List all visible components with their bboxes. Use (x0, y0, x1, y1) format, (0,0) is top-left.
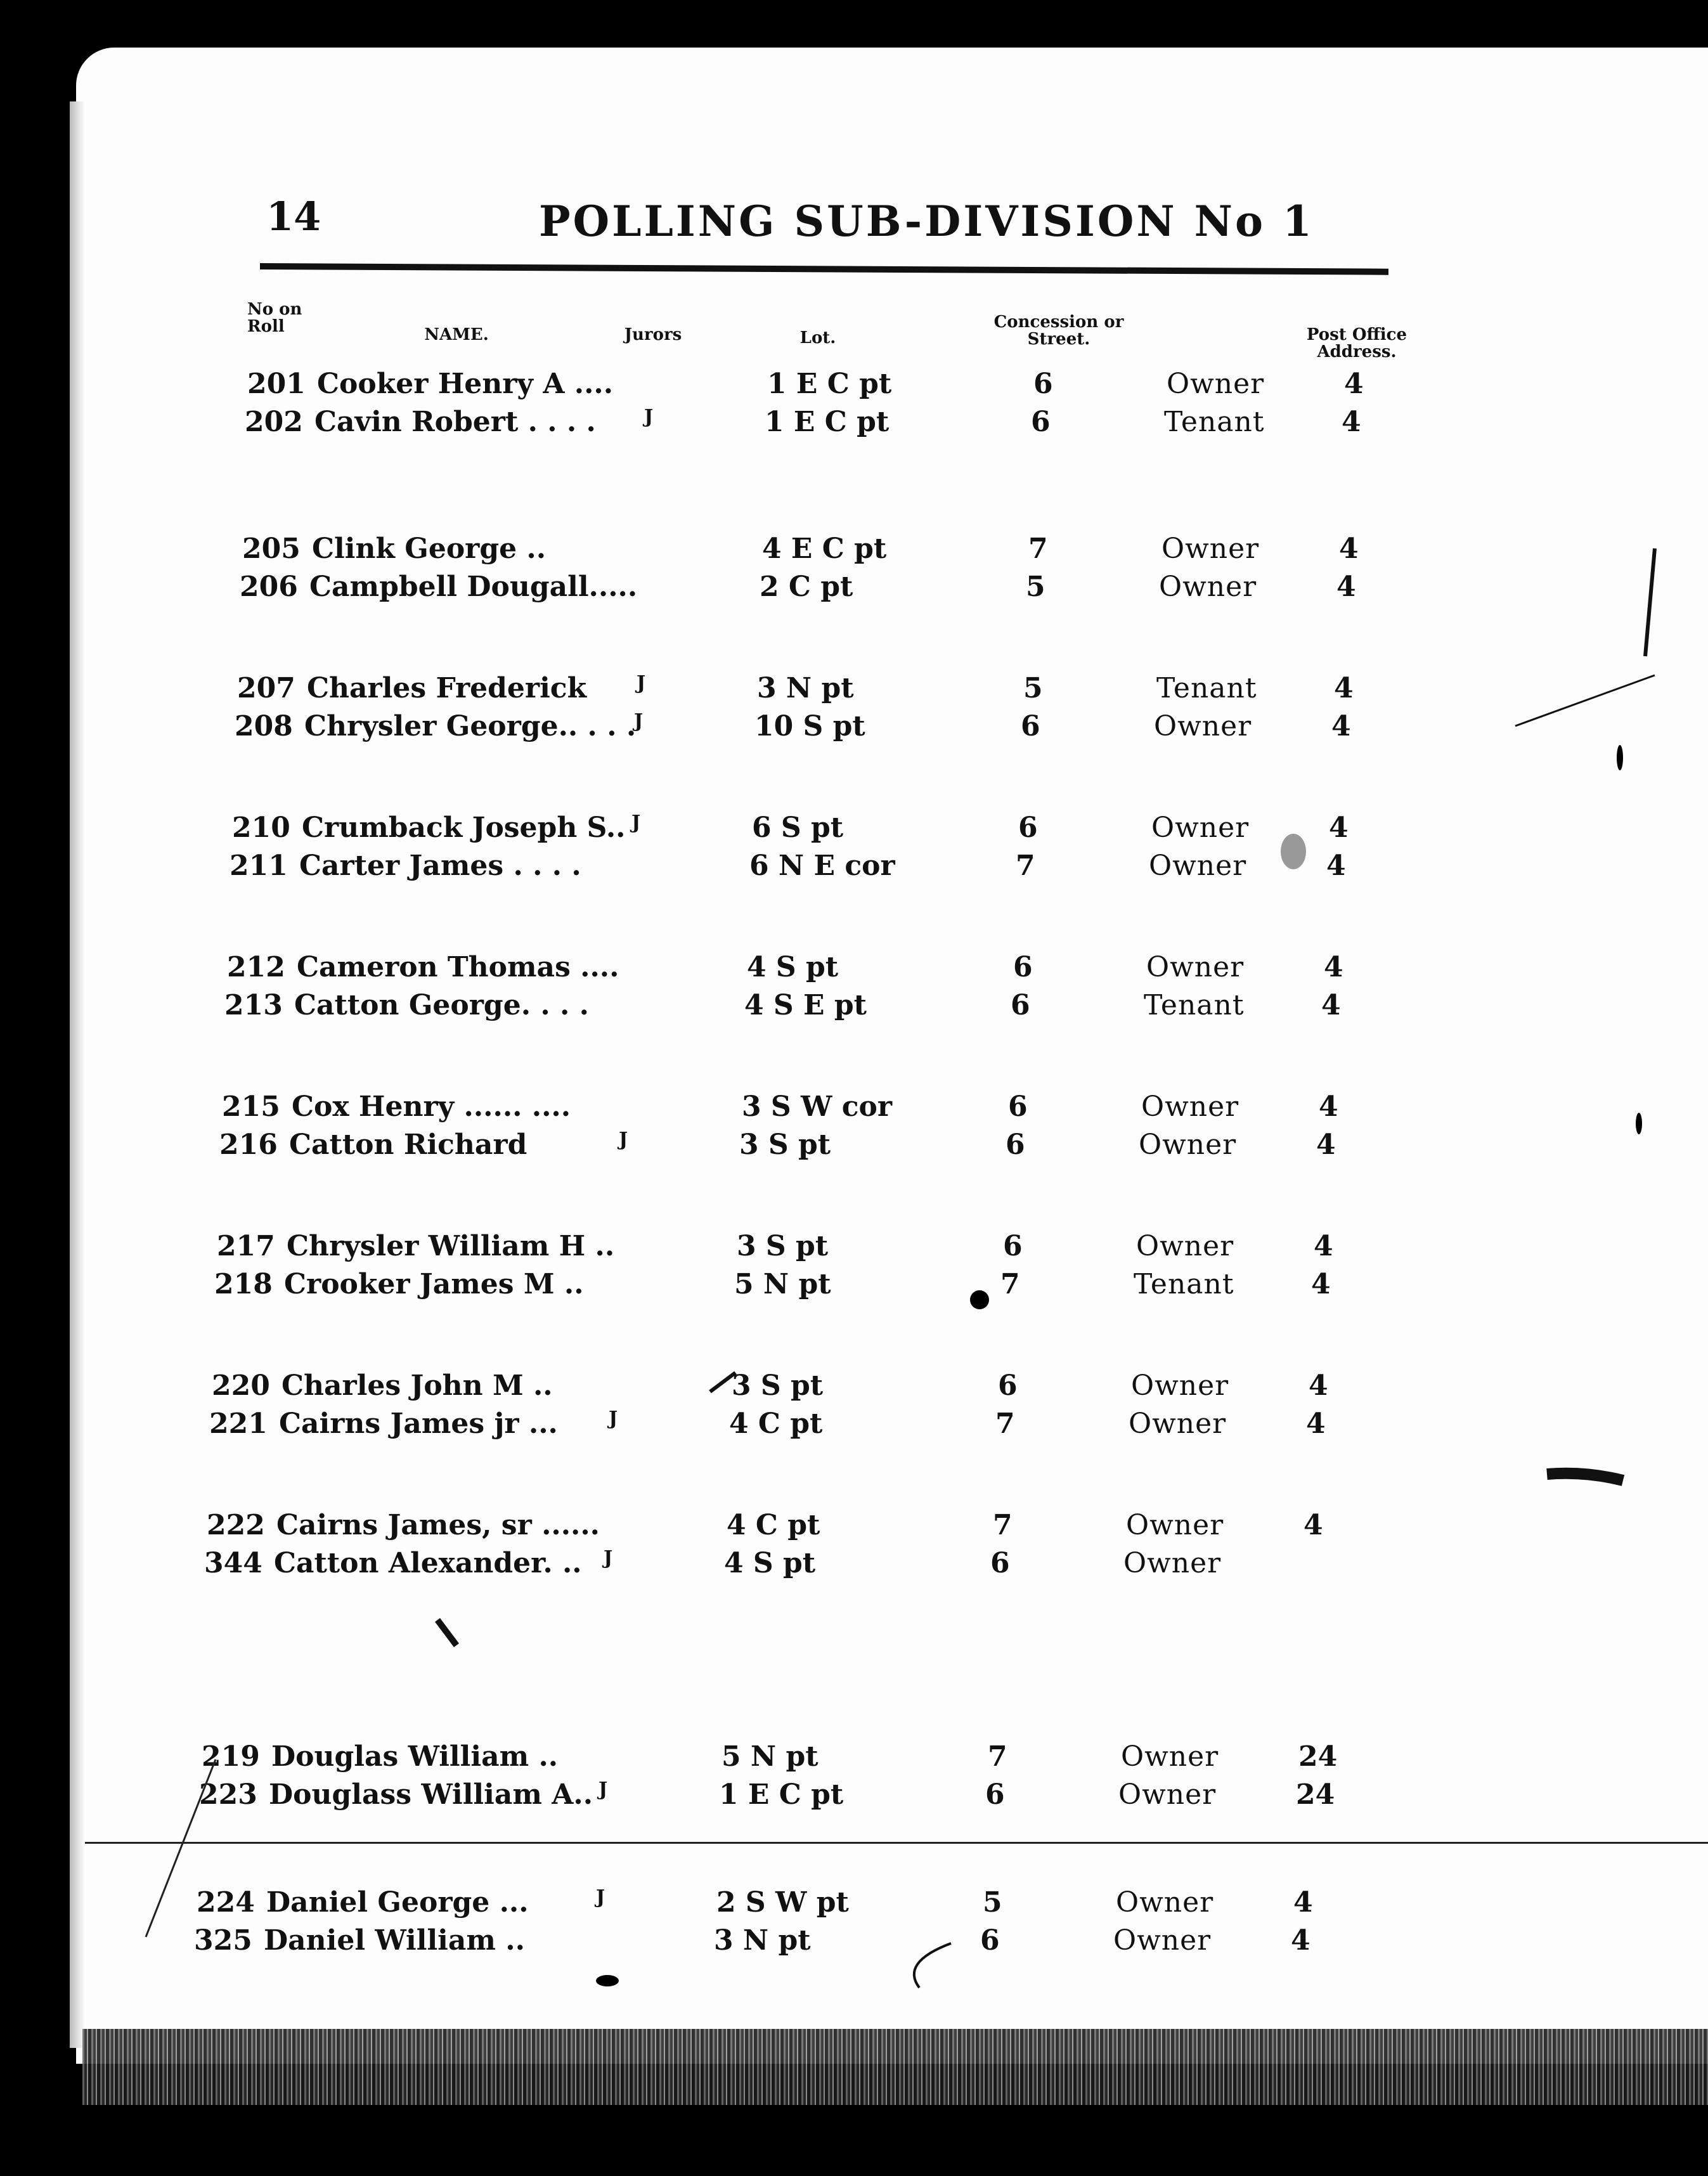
juror-mark: J (604, 1547, 613, 1569)
status-cell: Owner (1167, 368, 1265, 400)
status-cell: Owner (1151, 812, 1250, 844)
elector-name: Catton Richard (289, 1129, 527, 1161)
concession-cell: 5 (983, 1886, 1002, 1919)
elector-name: Douglass William A.. (269, 1778, 593, 1811)
elector-name: Chrysler William H .. (287, 1230, 615, 1262)
concession-cell: 5 (1023, 672, 1043, 704)
roll-number: 211 (230, 850, 288, 882)
elector-name: Cavin Robert . . . . (314, 406, 596, 438)
lot-cell: 10 S pt (754, 710, 865, 742)
post-office-cell: 4 (1336, 571, 1356, 603)
concession-cell: 7 (1016, 850, 1035, 882)
lot-cell: 4 C pt (729, 1408, 823, 1440)
roll-number: 216 (219, 1129, 278, 1161)
stain-marks (76, 48, 1708, 2064)
ink-blot (1636, 1113, 1642, 1134)
lot-cell: 4 E C pt (762, 533, 887, 565)
concession-cell: 7 (1028, 533, 1048, 565)
lot-cell: 3 S pt (737, 1230, 829, 1262)
roll-number: 217 (217, 1230, 275, 1262)
elector-name: Campbell Dougall..... (309, 571, 638, 603)
roll-page (76, 48, 1708, 2064)
ink-blot (970, 1290, 989, 1309)
juror-mark: J (634, 710, 644, 732)
status-cell: Owner (1136, 1230, 1234, 1262)
post-office-cell: 4 (1316, 1129, 1336, 1161)
post-office-cell: 4 (1304, 1509, 1323, 1541)
elector-name: Crooker James M .. (284, 1268, 584, 1300)
header-lot: Lot. (799, 328, 836, 347)
status-cell: Owner (1149, 850, 1247, 882)
juror-mark: J (598, 1778, 608, 1801)
concession-cell: 7 (995, 1408, 1015, 1440)
post-office-cell: 24 (1298, 1740, 1338, 1773)
elector-name: Catton George. . . . (294, 989, 589, 1021)
elector-name: Cox Henry ...... .... (292, 1091, 571, 1123)
post-office-cell: 4 (1314, 1230, 1333, 1262)
post-office-cell: 24 (1296, 1778, 1335, 1811)
status-cell: Owner (1146, 951, 1245, 983)
elector-name: Douglas William .. (271, 1740, 559, 1773)
elector-name: Cairns James jr ... (279, 1408, 558, 1440)
roll-number: 325 (194, 1924, 252, 1957)
elector-name: Daniel William .. (264, 1924, 525, 1957)
concession-cell: 6 (1033, 368, 1053, 400)
lot-cell: 2 C pt (760, 571, 853, 603)
lot-cell: 2 S W pt (716, 1886, 849, 1919)
lot-cell: 1 E C pt (719, 1778, 844, 1811)
elector-name: Cameron Thomas .... (297, 951, 619, 983)
post-office-cell: 4 (1331, 710, 1351, 742)
concession-cell: 7 (1000, 1268, 1020, 1300)
post-office-cell: 4 (1334, 672, 1354, 704)
post-office-cell: 4 (1326, 850, 1346, 882)
elector-name: Chrysler George.. . . . (304, 710, 637, 742)
header-jurors: Jurors (624, 325, 682, 344)
lot-cell: 3 N pt (757, 672, 854, 704)
status-cell: Owner (1141, 1091, 1239, 1123)
elector-name: Crumback Joseph S.. (302, 812, 626, 844)
roll-number: 201 (247, 368, 306, 400)
lot-cell: 6 N E cor (749, 850, 895, 882)
post-office-cell: 4 (1329, 812, 1349, 844)
status-cell: Tenant (1164, 406, 1265, 438)
elector-name: Cairns James, sr ...... (276, 1509, 600, 1541)
roll-number: 218 (214, 1268, 273, 1300)
roll-number: 222 (207, 1509, 265, 1541)
post-office-cell: 4 (1306, 1408, 1326, 1440)
roll-number: 202 (245, 406, 303, 438)
status-cell: Owner (1121, 1740, 1219, 1773)
concession-cell: 6 (1008, 1091, 1028, 1123)
post-office-cell: 4 (1309, 1370, 1328, 1402)
post-office-cell: 4 (1319, 1091, 1338, 1123)
ink-blot (1617, 745, 1623, 770)
post-office-cell: 4 (1344, 368, 1364, 400)
status-cell: Tenant (1134, 1268, 1234, 1300)
lot-cell: 5 N pt (721, 1740, 818, 1773)
elector-name: Carter James . . . . (299, 850, 581, 882)
post-office-cell: 4 (1321, 989, 1341, 1021)
concession-cell: 6 (1003, 1230, 1023, 1262)
concession-cell: 6 (1031, 406, 1051, 438)
status-cell: Owner (1113, 1924, 1212, 1957)
elector-name: Cooker Henry A .... (317, 368, 614, 400)
status-cell: Owner (1154, 710, 1252, 742)
lot-cell: 3 S W cor (742, 1091, 893, 1123)
status-cell: Owner (1159, 571, 1257, 603)
status-cell: Owner (1131, 1370, 1229, 1402)
concession-cell: 6 (990, 1547, 1010, 1579)
concession-cell: 6 (980, 1924, 1000, 1957)
lot-cell: 3 S pt (732, 1370, 824, 1402)
lot-cell: 4 S E pt (744, 989, 867, 1021)
roll-number: 219 (202, 1740, 260, 1773)
roll-number: 223 (199, 1778, 257, 1811)
status-cell: Owner (1123, 1547, 1222, 1579)
lot-cell: 3 N pt (714, 1924, 811, 1957)
roll-number: 344 (204, 1547, 262, 1579)
juror-mark: J (631, 812, 641, 834)
lot-cell: 4 S pt (747, 951, 839, 983)
concession-cell: 5 (1026, 571, 1045, 603)
status-cell: Owner (1129, 1408, 1227, 1440)
lot-cell: 4 C pt (727, 1509, 820, 1541)
status-cell: Tenant (1144, 989, 1245, 1021)
lot-cell: 5 N pt (734, 1268, 831, 1300)
post-office-cell: 4 (1311, 1268, 1331, 1300)
elector-name: Charles Frederick (307, 672, 587, 704)
lot-cell: 1 E C pt (765, 406, 890, 438)
header-concession: Concession or Street. (993, 313, 1124, 349)
ink-blot (1281, 834, 1306, 869)
page-title: POLLING SUB-DIVISION No 1 (539, 197, 1314, 246)
status-cell: Tenant (1156, 672, 1257, 704)
elector-name: Charles John M .. (281, 1370, 553, 1402)
roll-number: 220 (212, 1370, 270, 1402)
elector-name: Clink George .. (312, 533, 547, 565)
page-number: 14 (266, 193, 321, 240)
status-cell: Owner (1161, 533, 1260, 565)
juror-mark: J (637, 672, 646, 694)
elector-name: Catton Alexander. .. (274, 1547, 582, 1579)
roll-number: 215 (222, 1091, 280, 1123)
roll-number: 224 (197, 1886, 255, 1919)
elector-name: Daniel George ... (266, 1886, 529, 1919)
juror-mark: J (596, 1886, 605, 1908)
concession-cell: 6 (1018, 812, 1038, 844)
page-edge (70, 101, 85, 2048)
concession-cell: 7 (993, 1509, 1013, 1541)
header-po: Post Office Address. (1306, 325, 1407, 362)
page-bottom-edge (82, 2029, 1708, 2105)
roll-number: 208 (235, 710, 293, 742)
post-office-cell: 4 (1293, 1886, 1313, 1919)
lot-cell: 3 S pt (739, 1129, 831, 1161)
status-cell: Owner (1118, 1778, 1217, 1811)
roll-number: 212 (227, 951, 285, 983)
concession-cell: 6 (998, 1370, 1018, 1402)
roll-number: 221 (209, 1408, 268, 1440)
status-cell: Owner (1139, 1129, 1237, 1161)
post-office-cell: 4 (1342, 406, 1361, 438)
concession-cell: 6 (1013, 951, 1033, 983)
juror-mark: J (619, 1129, 628, 1151)
post-office-cell: 4 (1324, 951, 1343, 983)
concession-cell: 6 (1011, 989, 1030, 1021)
ink-blot (596, 1975, 619, 1986)
roll-number: 210 (232, 812, 290, 844)
header-name: NAME. (424, 325, 489, 344)
roll-number: 213 (224, 989, 283, 1021)
concession-cell: 6 (1021, 710, 1040, 742)
concession-cell: 6 (985, 1778, 1005, 1811)
status-cell: Owner (1116, 1886, 1214, 1919)
lot-cell: 4 S pt (724, 1547, 816, 1579)
roll-number: 206 (240, 571, 298, 603)
status-cell: Owner (1126, 1509, 1224, 1541)
lot-cell: 6 S pt (752, 812, 844, 844)
post-office-cell: 4 (1339, 533, 1359, 565)
roll-number: 207 (237, 672, 295, 704)
juror-mark: J (609, 1408, 618, 1430)
concession-cell: 7 (988, 1740, 1007, 1773)
header-roll: No on Roll (247, 300, 302, 337)
post-office-cell: 4 (1291, 1924, 1310, 1957)
concession-cell: 6 (1006, 1129, 1025, 1161)
juror-mark: J (644, 406, 654, 428)
roll-number: 205 (242, 533, 301, 565)
lot-cell: 1 E C pt (767, 368, 892, 400)
